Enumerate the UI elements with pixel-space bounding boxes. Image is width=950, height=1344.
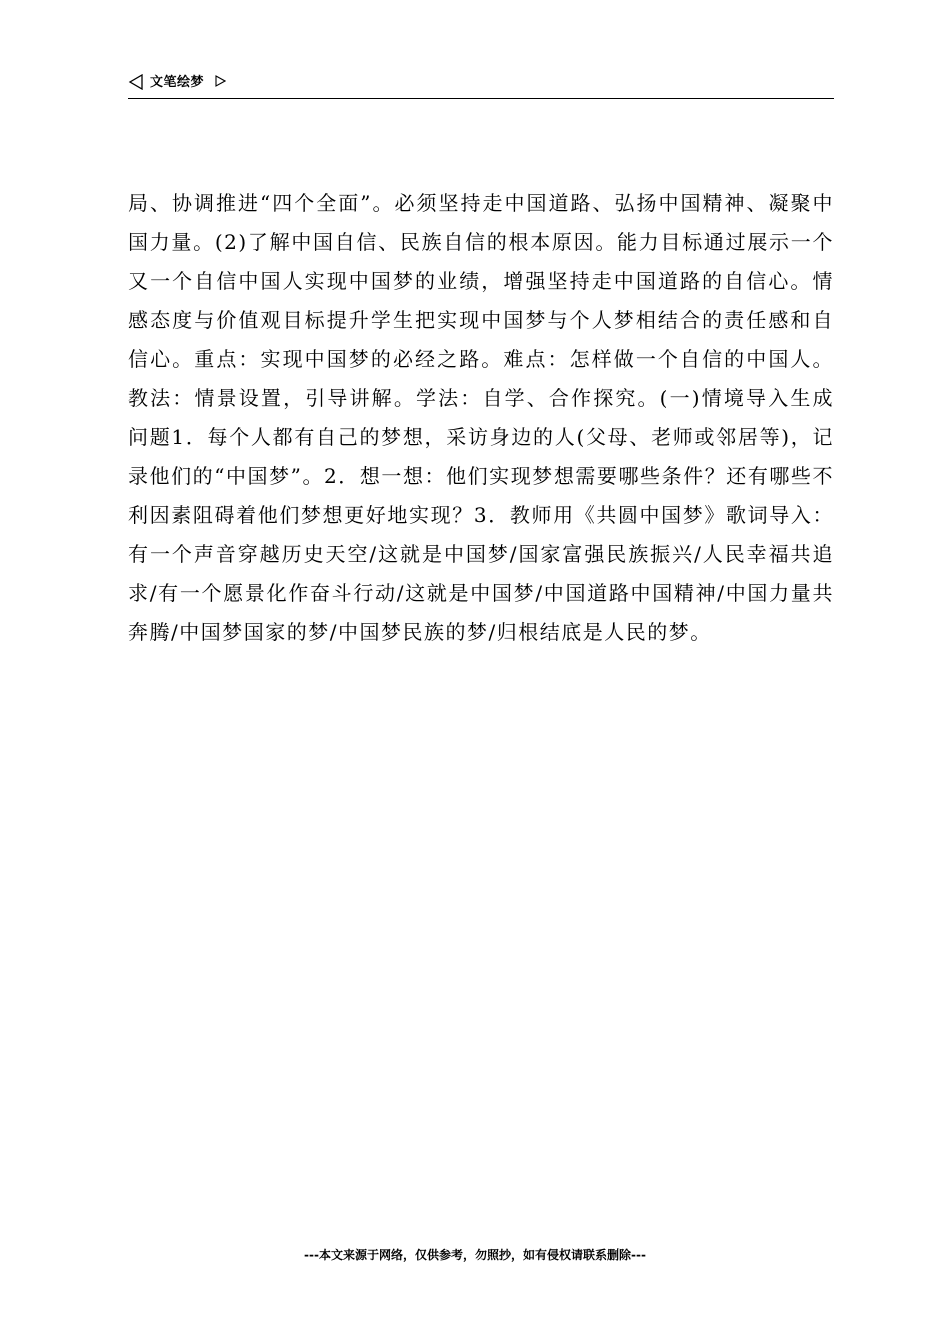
header-title: 文笔绘梦	[150, 75, 205, 90]
page-header	[128, 70, 834, 99]
triangle-left-outline-icon	[128, 74, 144, 90]
body-paragraph: 局、协调推进“四个全面”。必须坚持走中国道路、弘扬中国精神、凝聚中国力量。(2)了解中国自信、民族自信的根本原因。能力目标通过展示一个又一个自信中国人实现中国梦的业绩，增强坚持走中国道路的自信心。情感态度与价值观目标提升学生把实现中国梦与个人梦相结合的责任感和自信心。重点：实现中国梦的必经之路。难点：怎样做一个自信的中国人。教法：情景设置，引导讲解。学法：自学、合作探究。(一)情境导入生成问题1．每个人都有自己的梦想，采访身边的人(父母、老师或邻居等)，记录他们的“中国梦”。2．想一想：他们实现梦想需要哪些条件？还有哪些不利因素阻碍着他们梦想更好地实现？3．教师用《共圆中国梦》歌词导入：有一个声音穿越历史天空/这就是中国梦/国家富强民族振兴/人民幸福共追求/有一个愿景化作奋斗行动/这就是中国梦/中国道路中国精神/中国力量共奔腾/中国梦国家的梦/中国梦民族的梦/归根结底是人民的梦。	[128, 191, 834, 644]
triangle-right-outline-icon	[214, 75, 226, 87]
footer-disclaimer: ---本文来源于网络，仅供参考，勿照抄，如有侵权请联系删除---	[304, 1248, 646, 1262]
